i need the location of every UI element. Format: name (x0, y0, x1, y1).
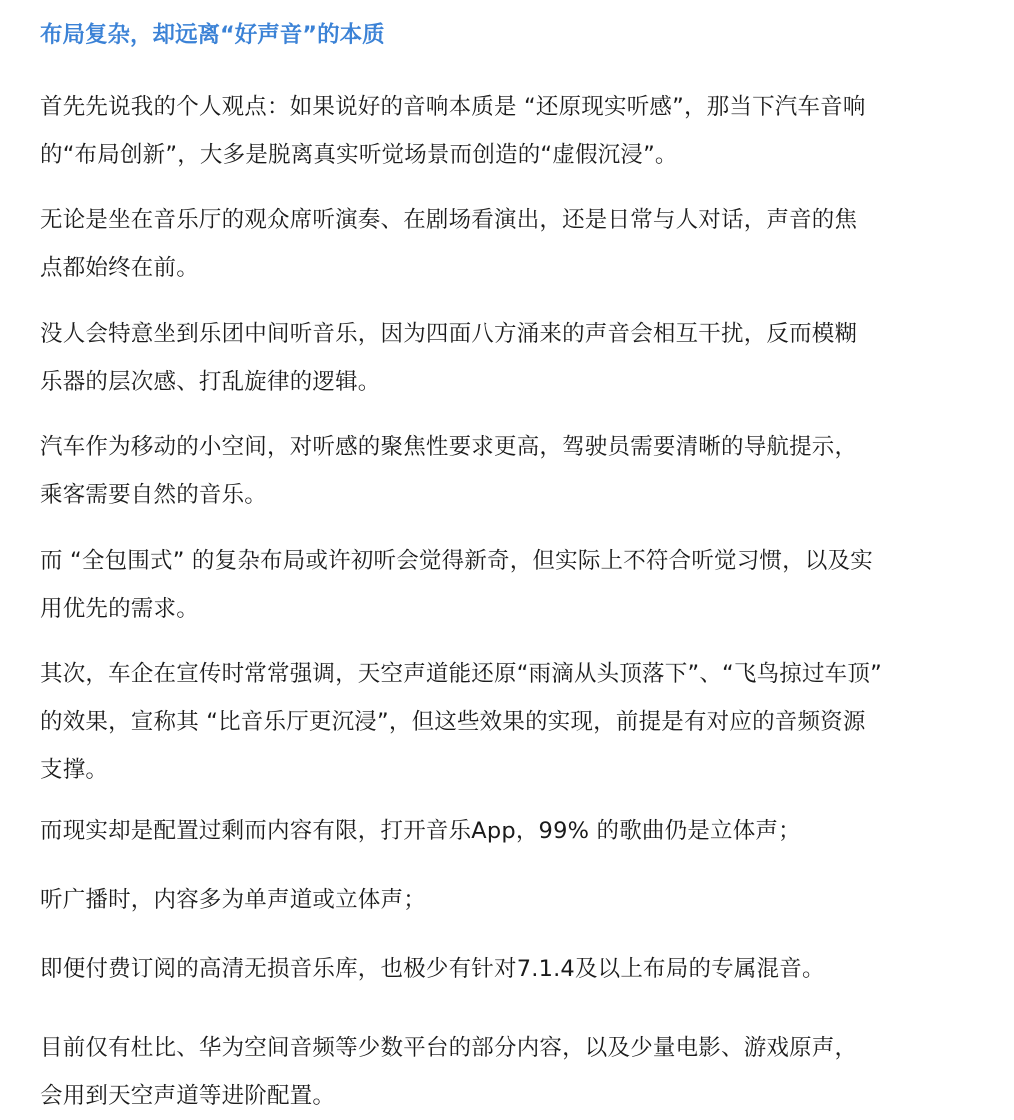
paragraph-line: 首先先说我的个人观点：如果说好的音响本质是 “还原现实听感”，那当下汽车音响 (40, 94, 866, 120)
paragraph-line: 没人会特意坐到乐团中间听音乐，因为四面八方涌来的声音会相互干扰，反而模糊 (40, 321, 858, 347)
paragraph-line: 用优先的需求。 (40, 596, 199, 622)
paragraph (40, 945, 990, 993)
paragraph-line: 点都始终在前。 (40, 255, 199, 281)
paragraph-line: 汽车作为移动的小空间，对听感的聚焦性要求更高，驾驶员需要清晰的导航提示， (40, 434, 858, 460)
paragraph (40, 807, 990, 855)
paragraph-line: 支撑。 (40, 757, 109, 783)
paragraph (40, 83, 990, 179)
paragraph-line: 无论是坐在音乐厅的观众席听演奏、在剧场看演出，还是日常与人对话，声音的焦 (40, 207, 858, 233)
paragraph-line: 乐器的层次感、打乱旋律的逻辑。 (40, 369, 381, 395)
paragraph (40, 310, 990, 406)
paragraph-line: 的效果，宣称其 “比音乐厅更沉浸”，但这些效果的实现，前提是有对应的音频资源 (40, 709, 866, 735)
paragraph-line: 乘客需要自然的音乐。 (40, 482, 268, 508)
paragraph-line: 而现实却是配置过剩而内容有限，打开音乐App，99% 的歌曲仍是立体声； (40, 818, 801, 844)
paragraph-line: 的“布局创新”，大多是脱离真实听觉场景而创造的“虚假沉浸”。 (40, 142, 678, 168)
paragraph (40, 537, 990, 633)
paragraph-line: 其次，车企在宣传时常常强调，天空声道能还原“雨滴从头顶落下”、“飞鸟掠过车顶” (40, 661, 882, 687)
paragraph (40, 1024, 990, 1120)
paragraph-line: 会用到天空声道等进阶配置。 (40, 1083, 336, 1109)
paragraph (40, 876, 990, 924)
section-heading: 布局复杂，却远离“好声音”的本质 (40, 22, 385, 48)
paragraph (40, 423, 990, 519)
paragraph-line: 即便付费订阅的高清无损音乐库，也极少有针对7.1.4及以上布局的专属混音。 (40, 956, 825, 982)
paragraph-line: 目前仅有杜比、华为空间音频等少数平台的部分内容，以及少量电影、游戏原声， (40, 1035, 858, 1061)
paragraph (40, 196, 990, 292)
paragraph (40, 650, 990, 794)
paragraph-line: 而 “全包围式” 的复杂布局或许初听会觉得新奇，但实际上不符合听觉习惯，以及实 (40, 548, 873, 574)
paragraph-line: 听广播时，内容多为单声道或立体声； (40, 887, 426, 913)
